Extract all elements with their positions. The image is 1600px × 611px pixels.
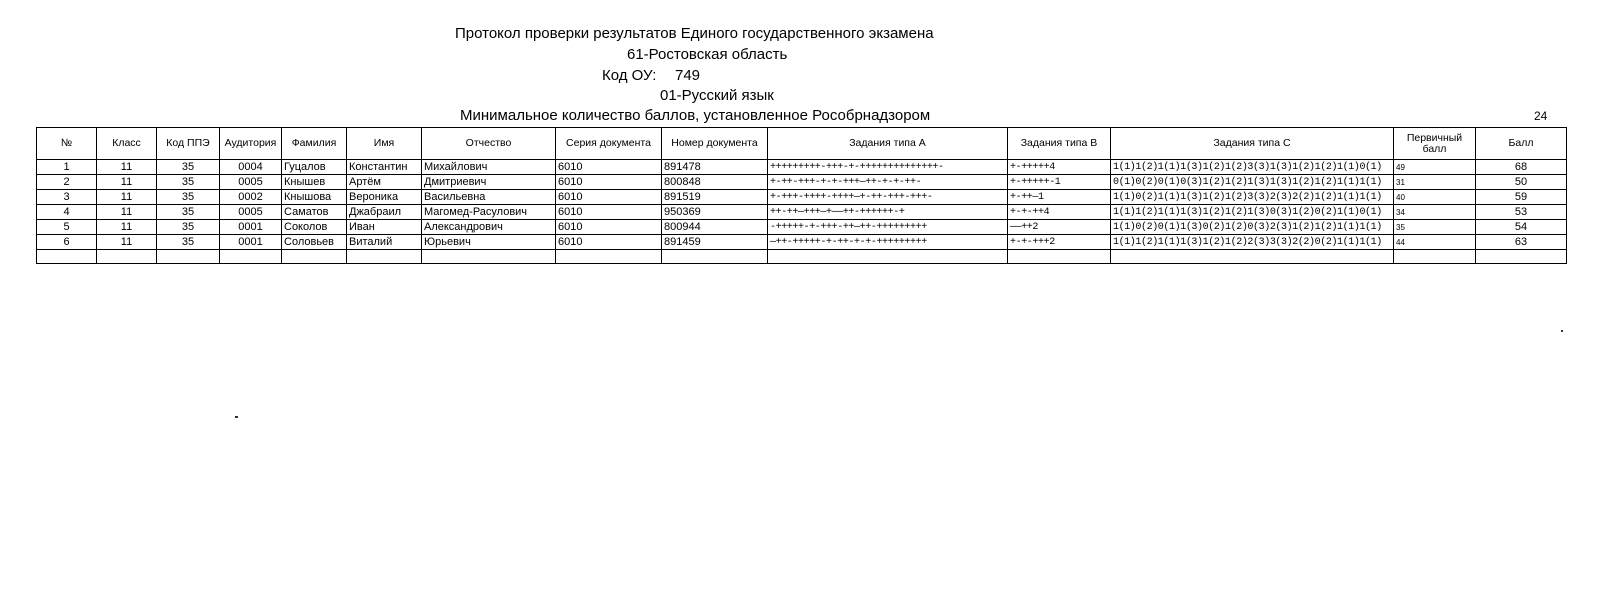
empty-cell xyxy=(220,250,282,264)
room-cell: 0002 xyxy=(220,190,282,205)
row-number-cell: 6 xyxy=(37,235,97,250)
ppe-code-cell: 35 xyxy=(157,220,220,235)
min-score-label: Минимальное количество баллов, установленное Рособрнадзором xyxy=(460,107,931,124)
first-name-cell: Артём xyxy=(347,175,422,190)
table-row xyxy=(37,205,1567,220)
grade-cell: 11 xyxy=(97,190,157,205)
column-header: Номер документа xyxy=(662,128,768,160)
primary-score-cell: 44 xyxy=(1394,235,1476,250)
tasks-a-cell: +++++++++-+++-+-++++++++++++++- xyxy=(768,160,1008,175)
ppe-code-cell: 35 xyxy=(157,205,220,220)
tasks-c-cell: 1(1)1(2)1(1)1(3)1(2)1(2)1(3)0(3)1(2)0(2)1(1)0(1) xyxy=(1111,205,1394,220)
primary-score-cell: 40 xyxy=(1394,190,1476,205)
column-header: Первичный балл xyxy=(1394,128,1476,160)
tasks-b-cell: +-+-+++2 xyxy=(1008,235,1111,250)
first-name-cell: Джабраил xyxy=(347,205,422,220)
document-number-cell: 891478 xyxy=(662,160,768,175)
tasks-c-cell: 0(1)0(2)0(1)0(3)1(2)1(2)1(3)1(3)1(2)1(2)1(1)1(1) xyxy=(1111,175,1394,190)
score-cell: 50 xyxy=(1476,175,1567,190)
primary-score-cell: 34 xyxy=(1394,205,1476,220)
first-name-cell: Виталий xyxy=(347,235,422,250)
table-row xyxy=(37,175,1567,190)
scan-speck xyxy=(235,416,238,418)
ppe-code-cell: 35 xyxy=(157,160,220,175)
results-table xyxy=(36,127,1567,264)
empty-cell xyxy=(422,250,556,264)
scan-speck xyxy=(1561,330,1563,332)
grade-cell: 11 xyxy=(97,220,157,235)
document-series-cell: 6010 xyxy=(556,190,662,205)
document-number-cell: 891519 xyxy=(662,190,768,205)
tasks-c-cell: 1(1)0(2)0(1)1(3)0(2)1(2)0(3)2(3)1(2)1(2)1(1)1(1) xyxy=(1111,220,1394,235)
grade-cell: 11 xyxy=(97,160,157,175)
empty-cell xyxy=(556,250,662,264)
tasks-b-cell: +-++—1 xyxy=(1008,190,1111,205)
min-score-value: 24 xyxy=(1534,109,1548,123)
last-name-cell: Кнышев xyxy=(282,175,347,190)
tasks-a-cell: +-++-+++-+-+-+++—++-+-+-++- xyxy=(768,175,1008,190)
column-header: Балл xyxy=(1476,128,1567,160)
protocol-title: Протокол проверки результатов Единого государственного экзамена xyxy=(455,25,934,42)
school-code-value: 749 xyxy=(675,67,701,84)
room-cell: 0001 xyxy=(220,235,282,250)
empty-cell xyxy=(768,250,1008,264)
column-header: № xyxy=(37,128,97,160)
score-cell: 68 xyxy=(1476,160,1567,175)
middle-name-cell: Александрович xyxy=(422,220,556,235)
tasks-c-cell: 1(1)1(2)1(1)1(3)1(2)1(2)2(3)3(3)2(2)0(2)1(1)1(1) xyxy=(1111,235,1394,250)
room-cell: 0005 xyxy=(220,205,282,220)
last-name-cell: Соколов xyxy=(282,220,347,235)
empty-cell xyxy=(157,250,220,264)
room-cell: 0001 xyxy=(220,220,282,235)
subject-label: 01-Русский язык xyxy=(660,87,774,104)
tasks-b-cell: +-+++++-1 xyxy=(1008,175,1111,190)
row-number-cell: 2 xyxy=(37,175,97,190)
grade-cell: 11 xyxy=(97,205,157,220)
score-cell: 63 xyxy=(1476,235,1567,250)
first-name-cell: Константин xyxy=(347,160,422,175)
tasks-c-cell: 1(1)0(2)1(1)1(3)1(2)1(2)3(3)2(3)2(2)1(2)1(1)1(1) xyxy=(1111,190,1394,205)
empty-cell xyxy=(1394,250,1476,264)
column-header: Задания типа A xyxy=(768,128,1008,160)
score-cell: 53 xyxy=(1476,205,1567,220)
tasks-a-cell: —++-+++++-+-++-+-+-+++++++++ xyxy=(768,235,1008,250)
room-cell: 0005 xyxy=(220,175,282,190)
document-number-cell: 891459 xyxy=(662,235,768,250)
column-header: Серия документа xyxy=(556,128,662,160)
ppe-code-cell: 35 xyxy=(157,235,220,250)
document-series-cell: 6010 xyxy=(556,175,662,190)
tasks-b-cell: +-+++++4 xyxy=(1008,160,1111,175)
empty-cell xyxy=(1008,250,1111,264)
tasks-a-cell: +-+++-++++-++++—+-++-+++-+++- xyxy=(768,190,1008,205)
empty-cell xyxy=(37,250,97,264)
column-header: Класс xyxy=(97,128,157,160)
row-number-cell: 4 xyxy=(37,205,97,220)
last-name-cell: Кнышова xyxy=(282,190,347,205)
column-header: Отчество xyxy=(422,128,556,160)
empty-cell xyxy=(97,250,157,264)
column-header: Задания типа B xyxy=(1008,128,1111,160)
document-series-cell: 6010 xyxy=(556,160,662,175)
tasks-c-cell: 1(1)1(2)1(1)1(3)1(2)1(2)3(3)1(3)1(2)1(2)1(1)0(1) xyxy=(1111,160,1394,175)
middle-name-cell: Магомед-Расулович xyxy=(422,205,556,220)
last-name-cell: Саматов xyxy=(282,205,347,220)
region-label: 61-Ростовская область xyxy=(627,46,788,63)
last-name-cell: Гуцалов xyxy=(282,160,347,175)
column-header: Имя xyxy=(347,128,422,160)
grade-cell: 11 xyxy=(97,175,157,190)
tasks-b-cell: ——++2 xyxy=(1008,220,1111,235)
school-code-label: Код ОУ: xyxy=(602,67,657,84)
document-series-cell: 6010 xyxy=(556,220,662,235)
score-cell: 54 xyxy=(1476,220,1567,235)
middle-name-cell: Дмитриевич xyxy=(422,175,556,190)
document-series-cell: 6010 xyxy=(556,235,662,250)
row-number-cell: 1 xyxy=(37,160,97,175)
tasks-b-cell: +-+-++4 xyxy=(1008,205,1111,220)
middle-name-cell: Васильевна xyxy=(422,190,556,205)
empty-cell xyxy=(282,250,347,264)
document-number-cell: 800944 xyxy=(662,220,768,235)
table-row xyxy=(37,160,1567,175)
tasks-a-cell: ++-++—+++—+——++-++++++-+ xyxy=(768,205,1008,220)
first-name-cell: Иван xyxy=(347,220,422,235)
grade-cell: 11 xyxy=(97,235,157,250)
room-cell: 0004 xyxy=(220,160,282,175)
empty-cell xyxy=(1111,250,1394,264)
table-row xyxy=(37,220,1567,235)
document-series-cell: 6010 xyxy=(556,205,662,220)
row-number-cell: 5 xyxy=(37,220,97,235)
empty-cell xyxy=(347,250,422,264)
table-header-row xyxy=(37,128,1567,160)
middle-name-cell: Михайлович xyxy=(422,160,556,175)
primary-score-cell: 31 xyxy=(1394,175,1476,190)
middle-name-cell: Юрьевич xyxy=(422,235,556,250)
empty-cell xyxy=(1476,250,1567,264)
table-row xyxy=(37,190,1567,205)
empty-cell xyxy=(662,250,768,264)
column-header: Фамилия xyxy=(282,128,347,160)
ppe-code-cell: 35 xyxy=(157,190,220,205)
empty-table-row xyxy=(37,250,1567,264)
primary-score-cell: 35 xyxy=(1394,220,1476,235)
table-row xyxy=(37,235,1567,250)
first-name-cell: Вероника xyxy=(347,190,422,205)
document-number-cell: 950369 xyxy=(662,205,768,220)
tasks-a-cell: -+++++-+-+++-++—++-+++++++++ xyxy=(768,220,1008,235)
ppe-code-cell: 35 xyxy=(157,175,220,190)
primary-score-cell: 49 xyxy=(1394,160,1476,175)
column-header: Код ППЭ xyxy=(157,128,220,160)
last-name-cell: Соловьев xyxy=(282,235,347,250)
column-header: Задания типа C xyxy=(1111,128,1394,160)
column-header: Аудитория xyxy=(220,128,282,160)
row-number-cell: 3 xyxy=(37,190,97,205)
document-number-cell: 800848 xyxy=(662,175,768,190)
score-cell: 59 xyxy=(1476,190,1567,205)
